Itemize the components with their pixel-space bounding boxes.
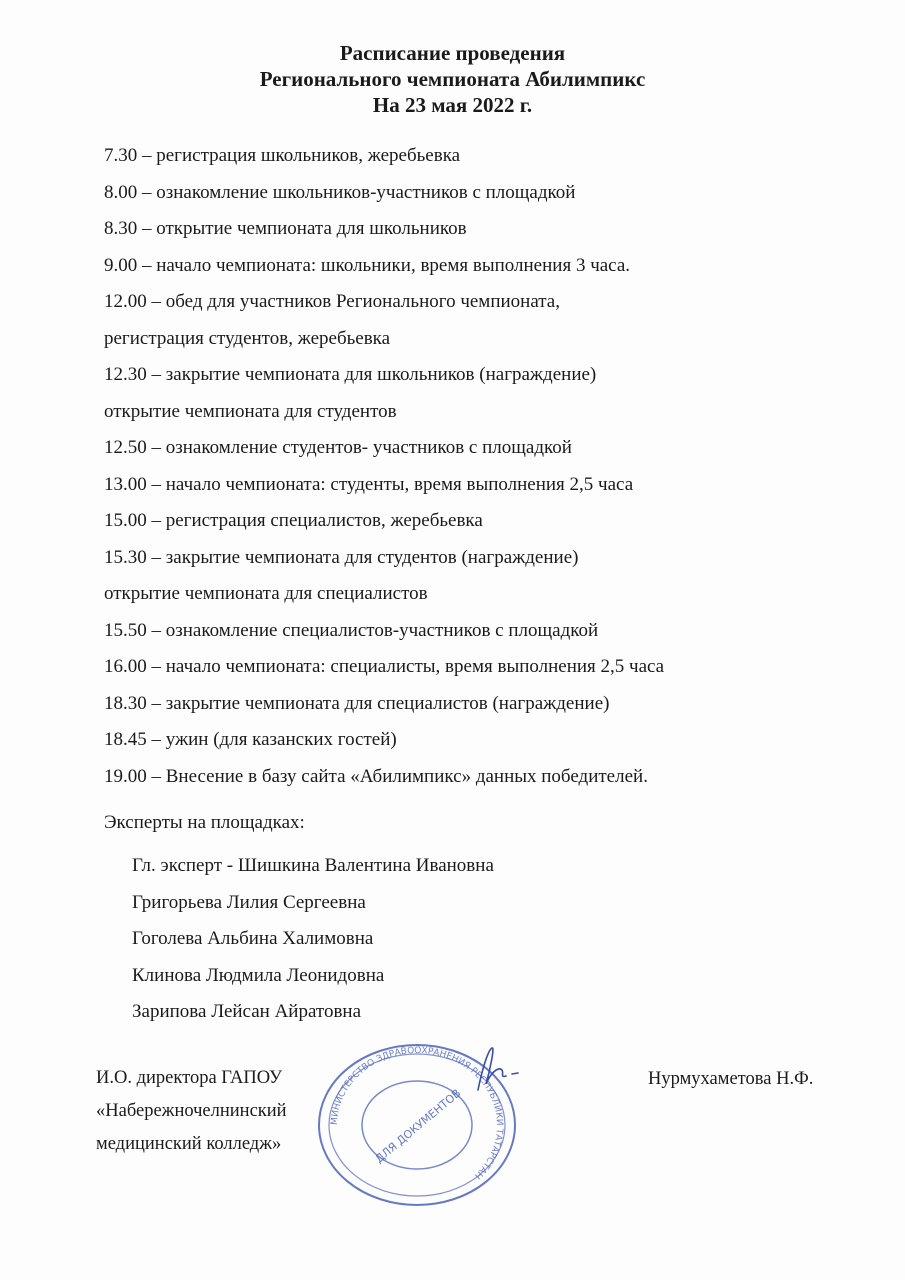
schedule-item: 12.00 – обед для участников Регионального чемпионата, [104, 291, 560, 312]
schedule-item: открытие чемпионата для студентов [104, 400, 397, 422]
expert-item: Зарипова Лейсан Айратовна [132, 1001, 362, 1022]
expert-item: Гл. эксперт - Шишкина Валентина Ивановна [132, 855, 494, 876]
title-line-1: Расписание проведения [339, 41, 566, 65]
schedule-item: 9.00 – начало чемпионата: школьники, время выполнения 3 часа. [104, 254, 631, 276]
title-line-2: Регионального чемпионата Абилимпикс [259, 67, 646, 91]
schedule-item: регистрация студентов, жеребьевка [104, 327, 391, 349]
schedule-item: открытие чемпионата для специалистов [104, 583, 428, 604]
schedule-item: 7.30 – регистрация школьников, жеребьевка [104, 145, 461, 166]
schedule-item: 18.30 – закрытие чемпионата для специалистов (награждение) [104, 692, 610, 714]
seal-outer-text: МИНИСТЕРСТВО ЗДРАВООХРАНЕНИЯ РЕСПУБЛИКИ ТАТАРСТАН [329, 1045, 505, 1181]
schedule-item: 16.00 – начало чемпионата: специалисты, время выполнения 2,5 часа [104, 656, 665, 677]
document-title [0, 40, 905, 118]
expert-item: Клинова Людмила Леонидовна [132, 964, 385, 986]
schedule-item: 15.00 – регистрация специалистов, жеребьевка [104, 510, 483, 531]
schedule-item: 15.50 – ознакомление специалистов-участников с площадкой [104, 619, 599, 641]
expert-item: Григорьева Лилия Сергеевна [132, 891, 366, 913]
schedule-item: 18.45 – ужин (для казанских гостей) [104, 729, 397, 750]
experts-heading: Эксперты на площадках: [104, 812, 305, 833]
schedule-item: 8.30 – открытие чемпионата для школьников [104, 218, 467, 239]
title-line-3: На 23 мая 2022 г. [372, 93, 533, 117]
signatory-position-line-2: «Набережночелнинский [96, 1101, 287, 1121]
signatory-position-line-1: И.О. директора ГАПОУ [96, 1068, 283, 1088]
experts-list [132, 848, 494, 1031]
schedule-item: 12.50 – ознакомление студентов- участников с площадкой [104, 437, 572, 458]
signatory-position [96, 1062, 287, 1161]
schedule-item: 19.00 – Внесение в базу сайта «Абилимпикс» данных победителей. [104, 765, 648, 787]
schedule-list [104, 138, 864, 795]
schedule-item: 13.00 – начало чемпионата: студенты, время выполнения 2,5 часа [104, 473, 634, 495]
seal-inner-text: ДЛЯ ДОКУМЕНТОВ [372, 1086, 464, 1166]
expert-item: Гоголева Альбина Халимовна [132, 928, 374, 949]
signatory-name: Нурмухаметова Н.Ф. [648, 1069, 814, 1089]
handwritten-signature [460, 1040, 540, 1100]
schedule-item: 8.00 – ознакомление школьников-участников с площадкой [104, 181, 576, 203]
schedule-item: 15.30 – закрытие чемпионата для студентов (награждение) [104, 546, 579, 568]
signatory-position-line-3: медицинский колледж» [96, 1134, 282, 1154]
schedule-item: 12.30 – закрытие чемпионата для школьников (награждение) [104, 364, 597, 385]
